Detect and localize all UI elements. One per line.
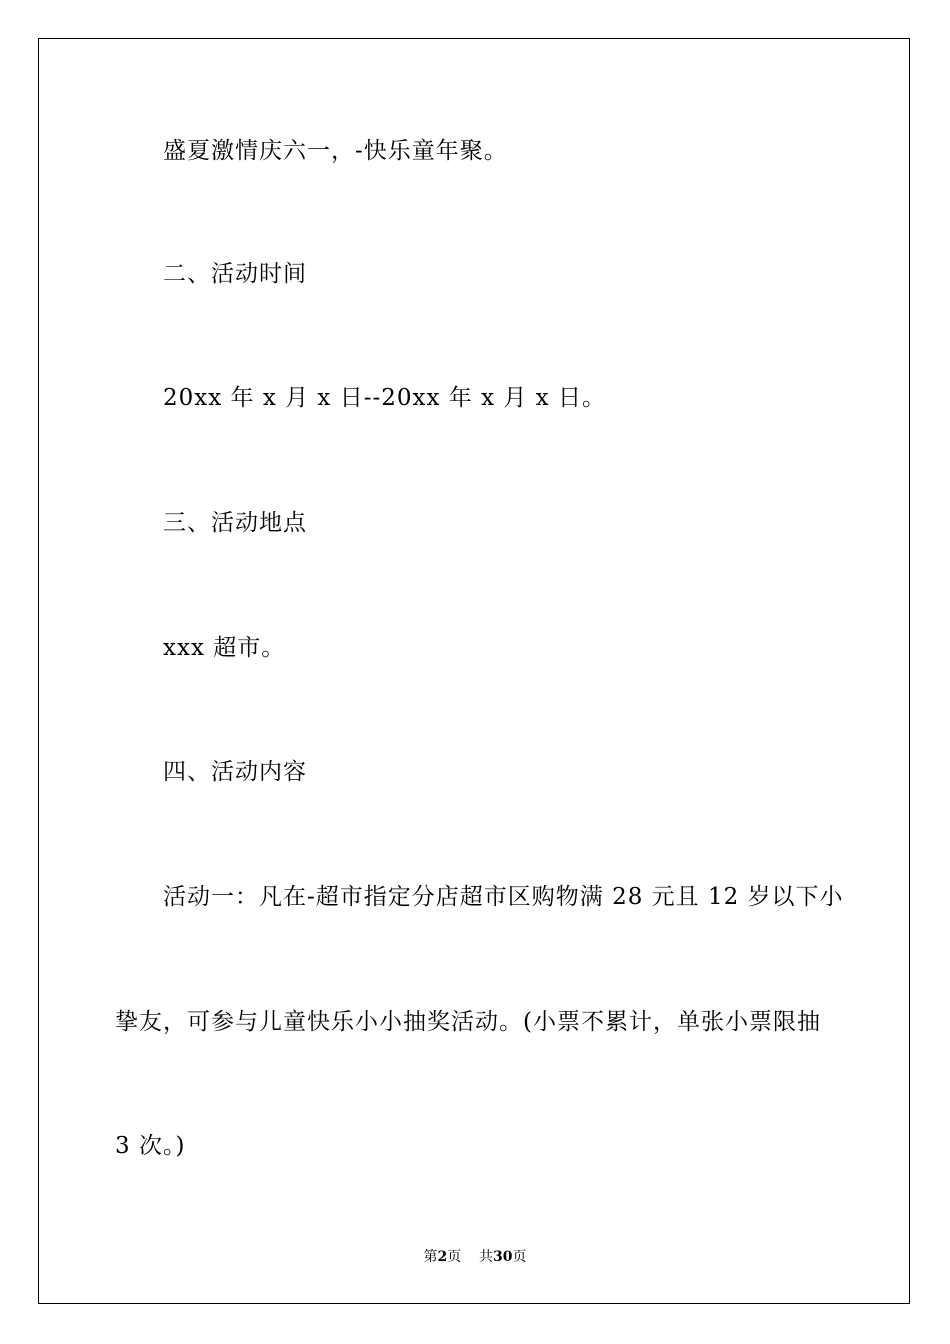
activity-one-line-2: 挚友，可参与儿童快乐小小抽奖活动。(小票不累计，单张小票限抽	[115, 1009, 821, 1035]
section-heading-time: 二、活动时间	[163, 261, 307, 287]
page-border	[38, 38, 910, 1304]
footer-page-number: 2	[437, 1249, 448, 1265]
footer-page-suffix: 页	[447, 1249, 462, 1265]
activity-one-line-3: 3 次。)	[115, 1133, 186, 1159]
section-heading-content: 四、活动内容	[163, 759, 307, 785]
footer-page-prefix: 第	[423, 1249, 438, 1265]
activity-one-line-1: 活动一：凡在-超市指定分店超市区购物满 28 元且 12 岁以下小	[163, 884, 844, 910]
footer-total-suffix: 页	[512, 1249, 527, 1265]
section-heading-location: 三、活动地点	[163, 510, 307, 536]
footer-total-pages: 30	[493, 1249, 513, 1265]
slogan-line: 盛夏激情庆六一，-快乐童年聚。	[163, 138, 508, 164]
page-footer	[0, 1248, 950, 1266]
activity-date-range: 20xx 年 x 月 x 日--20xx 年 x 月 x 日。	[163, 385, 606, 411]
activity-location: xxx 超市。	[163, 635, 286, 661]
footer-total-prefix: 共	[479, 1249, 494, 1265]
